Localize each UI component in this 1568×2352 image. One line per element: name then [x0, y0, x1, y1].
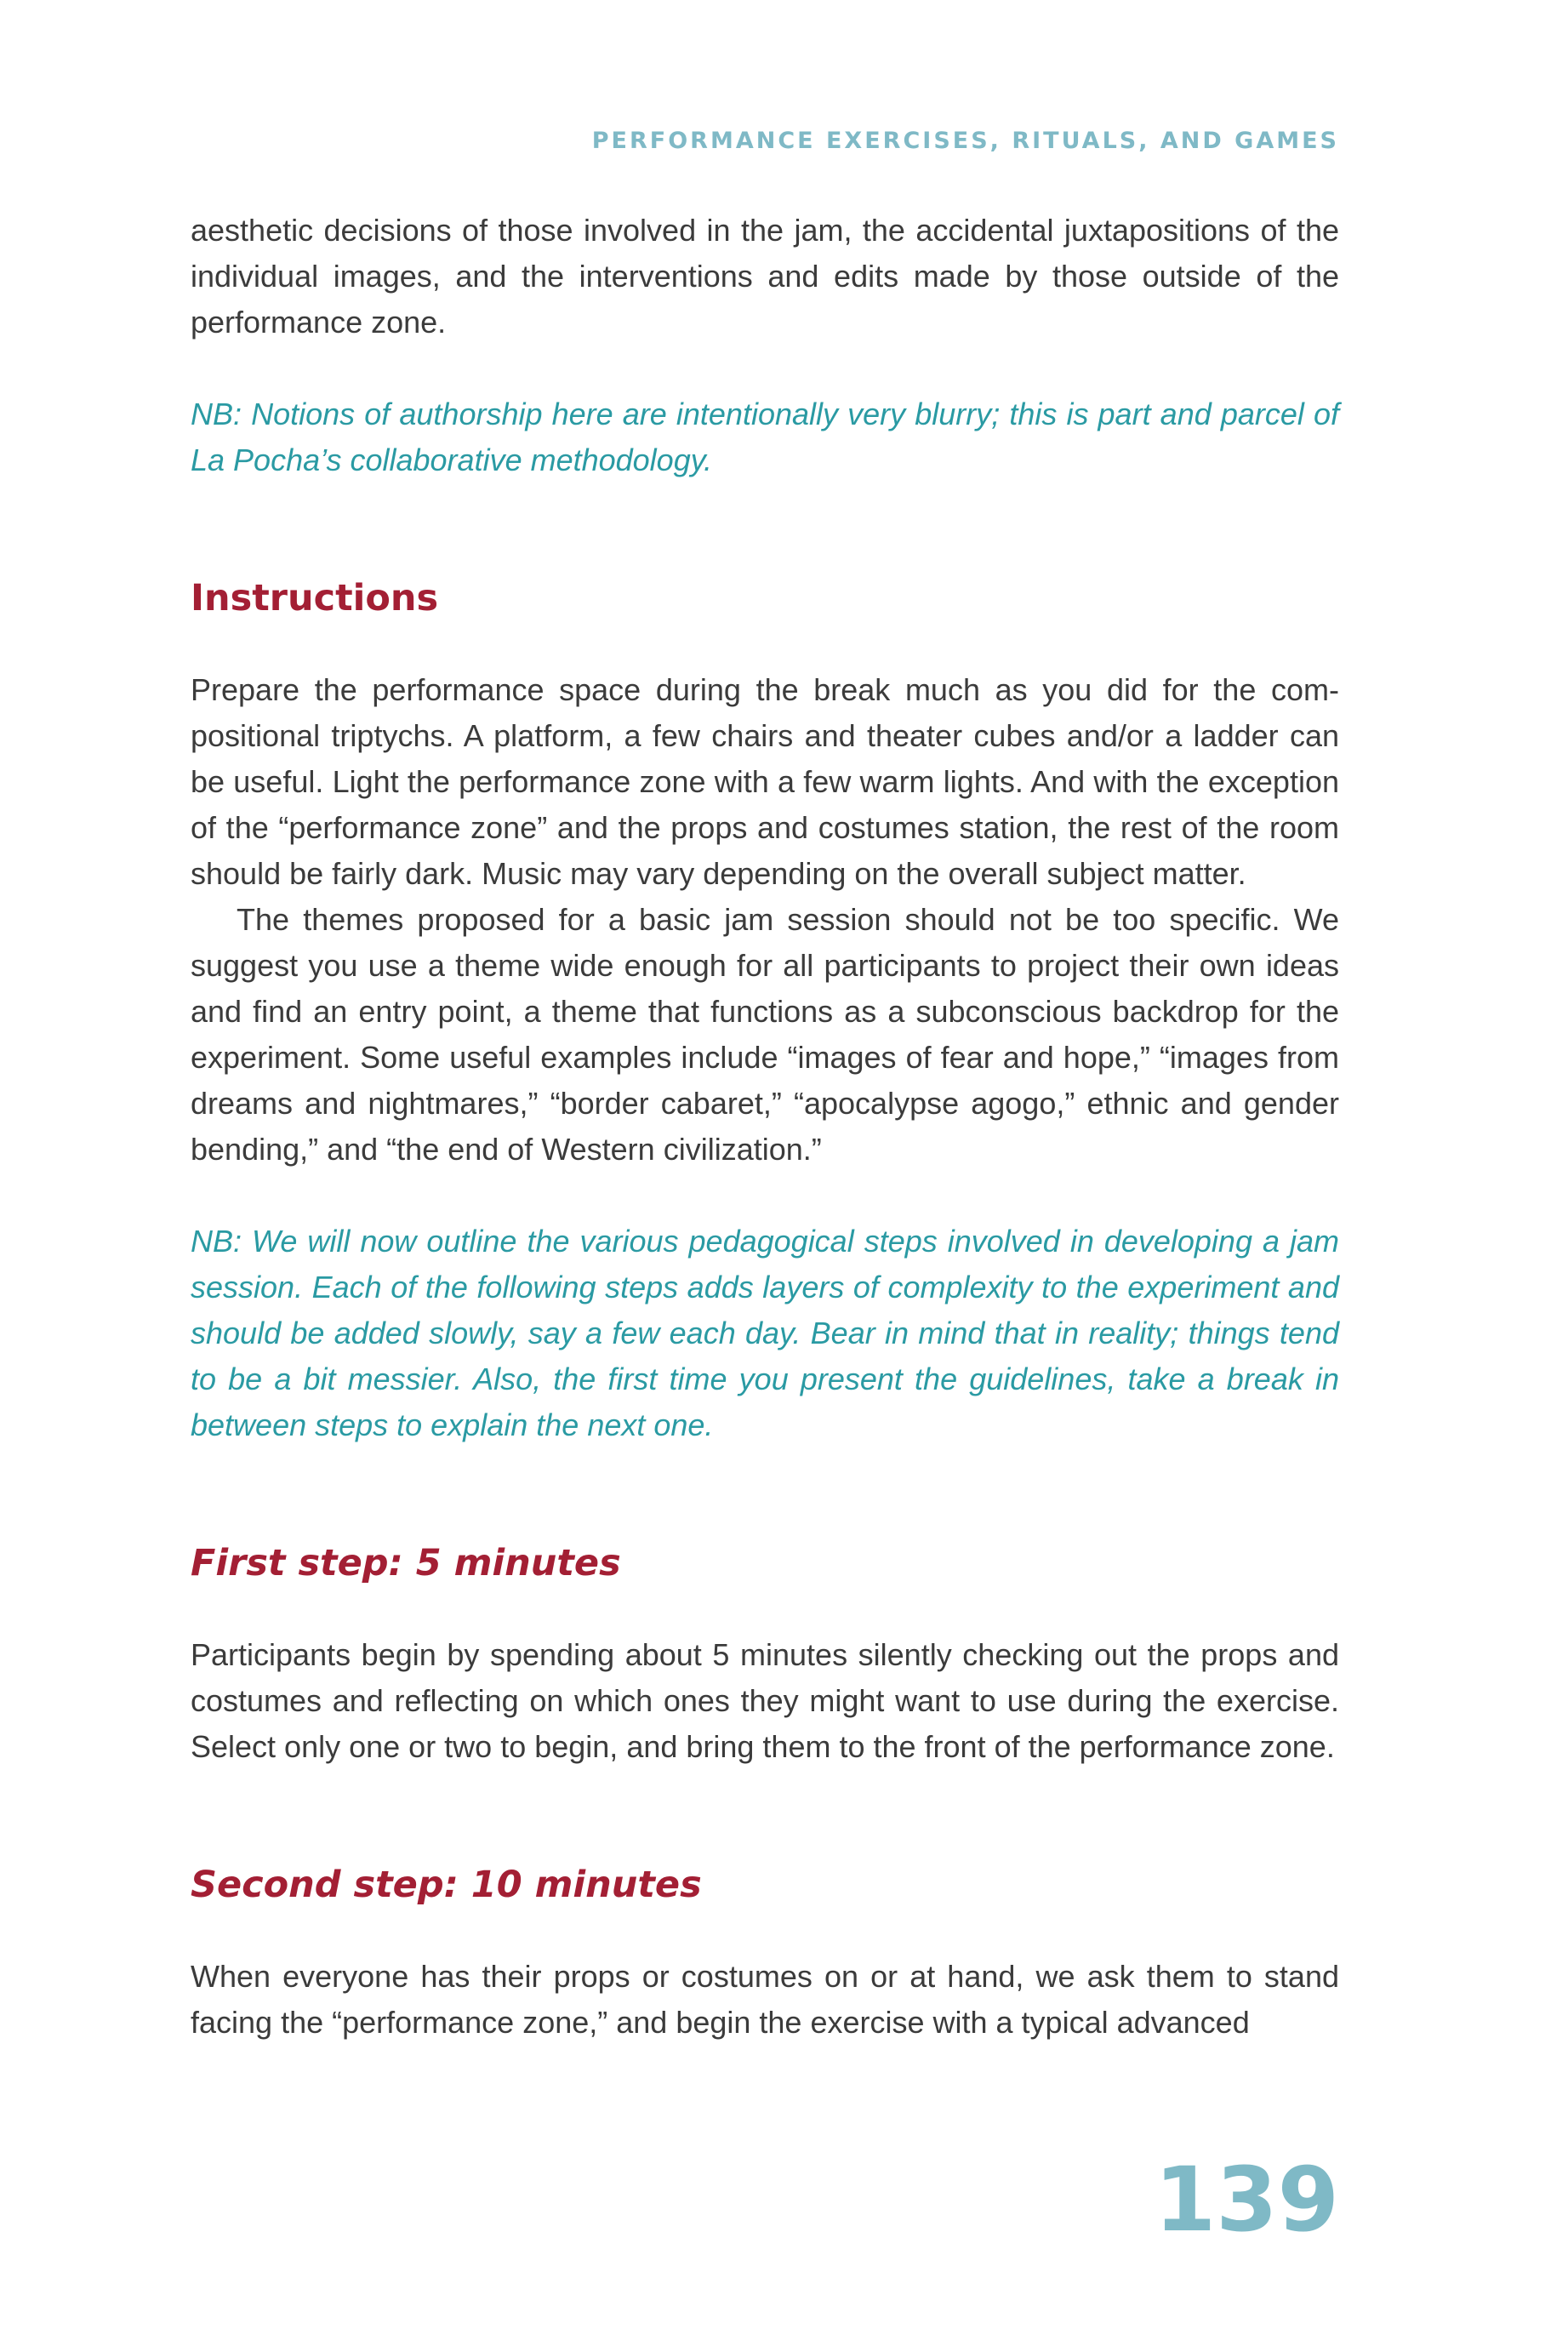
paragraph-second-step: When everyone has their props or costumes on or at hand, we ask them to stand facing the “performance zone,” and begin the exercise with a typical advanced [191, 1959, 1339, 2040]
heading-second-step: Second step: 10 minutes [191, 1864, 702, 1906]
note-steps: NB: We will now outline the various pedagogical steps involved in developing a jam session. Each of the following steps adds layers of complexity to the experiment and should be added slowly, say a few each day. Bear in mind that in reality; things tend to be a bit messier. Also, the first time you present the guidelines, take a break in between steps to explain the next one. [191, 1224, 1339, 1442]
heading-first-step: First step: 5 minutes [191, 1542, 621, 1584]
heading-instructions: Instructions [191, 577, 439, 619]
paragraph-continued: aesthetic decisions of those involved in the jam, the accidental juxtapositions of the individual images, and the interventions and edits made by those outside of the performance zone. [191, 213, 1339, 340]
running-header: PERFORMANCE EXERCISES, RITUALS, AND GAMES [591, 128, 1339, 154]
paragraph-first-step: Participants begin by spending about 5 minutes silently checking out the props and costumes and reflecting on which ones they might want to use during the exercise. Select only one or two to begin, and bring them to the front of the performance zone. [191, 1637, 1339, 1764]
page-number: 139 [1154, 2148, 1339, 2252]
paragraph-prepare: Prepare the performance space during the break much as you did for the com-positional triptychs. A platform, a few chairs and theater cubes and/or a ladder can be useful. Light the performance zone with a few warm lights. And with the exception of the “performance zone” and the props and costumes station, the rest of the room should be fairly dark. Music may vary depending on the overall subject matter. [191, 672, 1339, 891]
paragraph-themes: The themes proposed for a basic jam session should not be too specific. We suggest you use a theme wide enough for all participants to project their own ideas and find an entry point, a theme that functions as a subconscious backdrop for the experiment. Some useful examples include “images of fear and hope,” “images from dreams and nightmares,” “border cabaret,” “apocalypse agogo,” ethnic and gender bending,” and “the end of Western civilization.” [191, 902, 1339, 1167]
note-authorship: NB: Notions of authorship here are intentionally very blurry; this is part and parcel of La Pocha’s collaborative methodology. [191, 397, 1339, 477]
page-content [191, 208, 1339, 2046]
